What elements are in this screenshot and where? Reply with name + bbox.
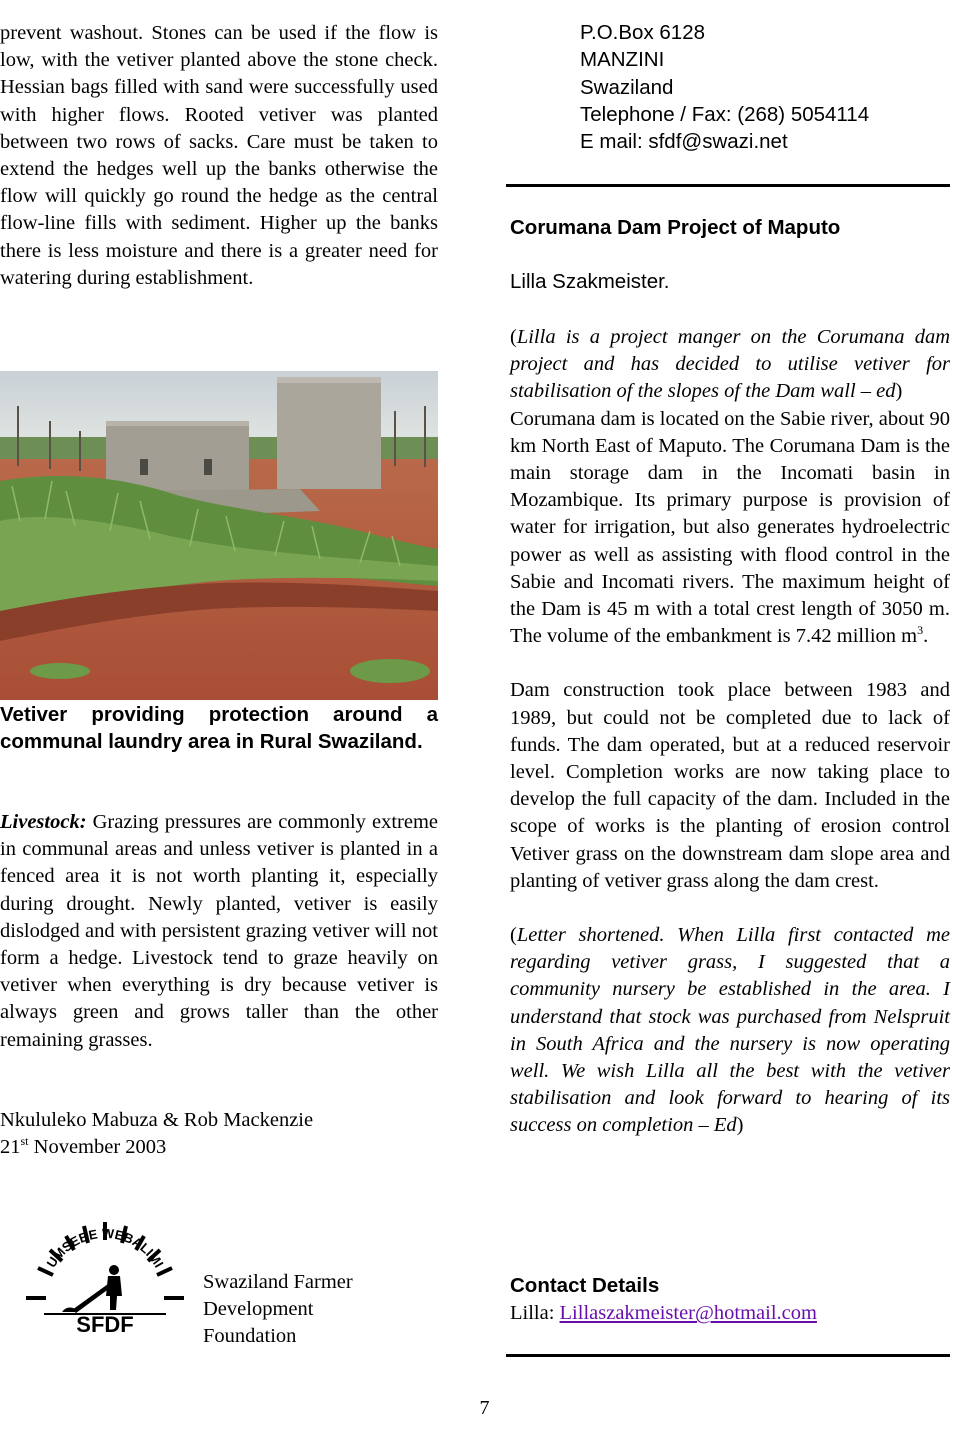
article-authors bbox=[0, 1107, 438, 1161]
laundry-area-photo bbox=[0, 371, 438, 700]
left-intro-paragraph bbox=[0, 20, 438, 292]
contact-title-text: Contact Details bbox=[510, 1274, 660, 1297]
article-body bbox=[510, 324, 950, 1140]
svg-text:UMSEBE WEBALIMI bbox=[44, 1226, 167, 1270]
authors-names: Nkululeko Mabuza & Rob Mackenzie bbox=[0, 1109, 314, 1131]
article-date bbox=[0, 1134, 438, 1161]
sfdf-logo bbox=[22, 1218, 188, 1334]
editor-intro-open: ( bbox=[510, 326, 517, 348]
editor-intro-text: Lilla is a project manger on the Corumana dam project and has decided to utilise vetiver for stabilisation of the slopes of the Dam wall – ed bbox=[510, 326, 950, 403]
photo-caption bbox=[0, 701, 438, 755]
editor-intro-close: ) bbox=[895, 380, 903, 403]
intro-text: prevent washout. Stones can be used if the flow is low, with the vetiver planted above the stone check. Hessian bags filled with sand were successfully used with higher flows. Rooted vetiver was planted between two rows of sacks. Care must be taken to extend the hedges well up the banks otherwise the flow will quickly go round the hedge as the central flow-line fills with sediment. Higher up the banks there is less moisture and there is a greater need for watering during establishment. bbox=[0, 22, 438, 289]
livestock-label: Livestock: bbox=[0, 811, 87, 833]
article-title-text: Corumana Dam Project of Maputo bbox=[510, 216, 841, 239]
page-number: 7 bbox=[479, 1397, 490, 1419]
article-paragraph-1 bbox=[510, 406, 950, 651]
address-line-city: MANZINI bbox=[580, 48, 665, 72]
contact-email-link[interactable]: Lillaszakmeister@hotmail.com bbox=[559, 1302, 817, 1324]
para1-text: Corumana dam is located on the Sabie river, about 90 km North East of Maputo. The Corumana Dam is the main storage dam in the Incomati basin in Mozambique. Its primary purpose is provision of water for irrigation, but also generates hydroelectric power as well as assisting with flood control in the Sabie and Incomati rivers. The maximum height of the Dam is 45 m with a total crest length of 3050 m. The volume of the embankment is 7.42 million m bbox=[510, 407, 950, 648]
address-line-pobox: P.O.Box 6128 bbox=[580, 21, 705, 44]
section-divider-bottom bbox=[506, 1354, 950, 1357]
editor-intro bbox=[510, 324, 950, 406]
paragraph-spacer bbox=[510, 650, 950, 677]
article-title bbox=[510, 214, 950, 241]
address-line-phone: Telephone / Fax: (268) 5054114 bbox=[580, 102, 870, 126]
livestock-paragraph bbox=[0, 809, 438, 1054]
photo-caption-text: Vetiver providing protection around a communal laundry area in Rural Swaziland. bbox=[0, 703, 438, 753]
org-name-line1: Swaziland Farmer bbox=[203, 1271, 353, 1293]
contact-line bbox=[510, 1300, 950, 1327]
para1-end: . bbox=[923, 625, 929, 648]
org-name-line2: Development bbox=[203, 1298, 314, 1321]
editor-note-open: ( bbox=[510, 924, 517, 947]
address-line-country: Swaziland bbox=[580, 75, 674, 99]
contact-details-heading bbox=[510, 1272, 950, 1299]
editor-note-text: Letter shortened. When Lilla first contacted me regarding vetiver grass, I suggested that a community nursery be established in the area. I understand that stock was purchased from Nelspruit in South Africa and the nursery is now operating well. We wish Lilla all the best with the vetiver stabilisation and look forward to hearing of its success on completion – Ed bbox=[510, 924, 950, 1137]
editor-note bbox=[510, 922, 950, 1140]
article-author bbox=[510, 268, 950, 295]
org-name bbox=[203, 1269, 433, 1351]
editor-note-close: ) bbox=[736, 1114, 744, 1137]
article-paragraph-2: Dam construction took place between 1983 and 1989, but could not be completed due to lack of funds. The dam operated, but at a reduced reservoir level. Completion works are now taking place to develop the full capacity of the dam. Included in the scope of works is the planting of erosion control Vetiver grass on the downstream dam slope area and planting of vetiver grass along the dam crest. bbox=[510, 679, 950, 892]
para1-superscript: 3 bbox=[917, 623, 924, 638]
postal-address bbox=[580, 19, 869, 155]
logo-arc-text: UMSEBE WEBALIMI bbox=[43, 1225, 167, 1271]
date-suffix: st bbox=[20, 1134, 29, 1149]
date-day: 21 bbox=[0, 1136, 21, 1159]
article-author-text: Lilla Szakmeister. bbox=[510, 270, 670, 293]
section-divider-top bbox=[506, 184, 950, 187]
paragraph-spacer bbox=[510, 895, 950, 922]
livestock-text: Grazing pressures are commonly extreme in communal areas and unless vetiver is planted in a fenced area it is not worth planting it, especially during drought. Newly planted, vetiver is easily dislodged and with persistent grazing vetiver will not form a hedge. Livestock tend to graze heavily on vetiver when everything is dry because vetiver is always green and grows taller than the other remaining grasses. bbox=[0, 811, 438, 1051]
address-line-email: E mail: sfdf@swazi.net bbox=[580, 130, 788, 154]
date-rest: November 2003 bbox=[28, 1136, 167, 1159]
logo-abbrev: SFDF bbox=[76, 1312, 134, 1334]
contact-label: Lilla: bbox=[510, 1302, 560, 1324]
org-name-line3: Foundation bbox=[203, 1325, 297, 1348]
sfdf-logo-graphic bbox=[22, 1218, 188, 1334]
photo-illustration bbox=[0, 371, 438, 700]
